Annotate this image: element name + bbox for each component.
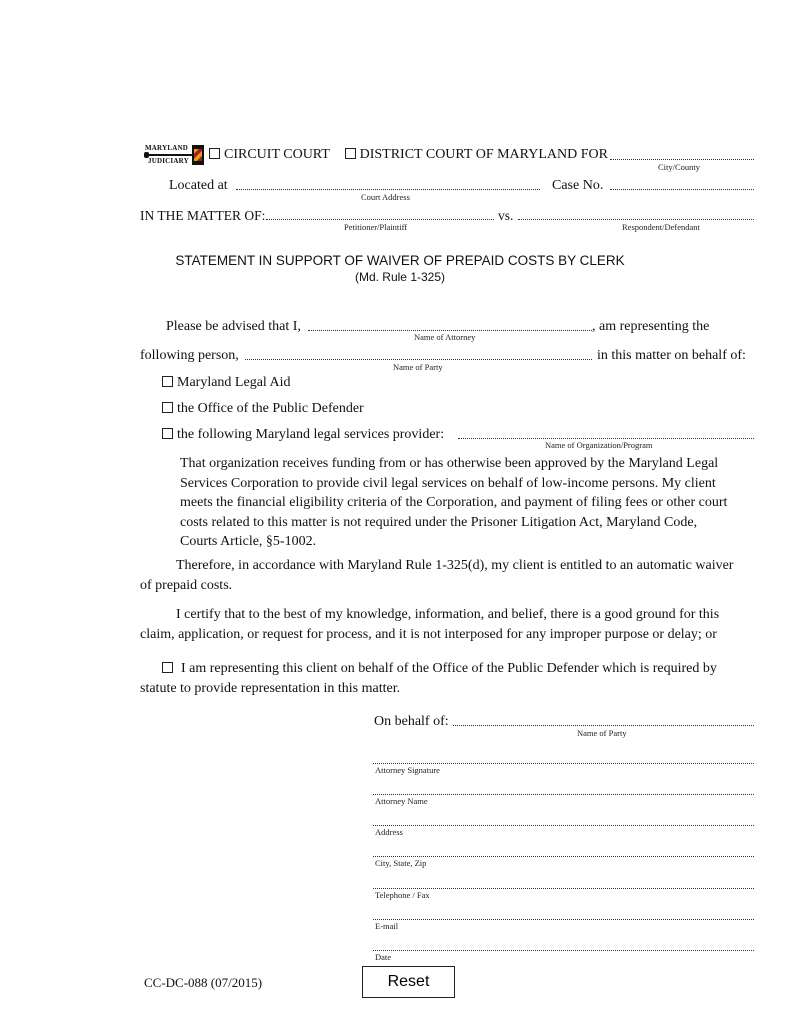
attorney-signature-caption: Attorney Signature bbox=[375, 765, 440, 775]
option-maryland-legal-aid[interactable] bbox=[162, 375, 291, 391]
form-rule-subtitle: (Md. Rule 1-325) bbox=[354, 270, 446, 284]
in-the-matter-label: IN THE MATTER OF: bbox=[140, 208, 266, 223]
city-state-zip-field[interactable] bbox=[373, 856, 754, 857]
email-field[interactable] bbox=[373, 919, 754, 920]
maryland-judiciary-logo bbox=[144, 144, 208, 166]
district-court-label: DISTRICT COURT OF MARYLAND FOR bbox=[359, 147, 608, 162]
party-name-field[interactable] bbox=[245, 359, 592, 360]
located-at-label: Located at bbox=[169, 178, 228, 193]
address-caption: Address bbox=[375, 827, 403, 837]
reset-button[interactable]: Reset bbox=[362, 966, 455, 998]
option-public-defender[interactable] bbox=[162, 401, 364, 417]
party-name-caption: Name of Party bbox=[393, 362, 443, 372]
paragraph-line: meets the financial eligibility criteria of the Corporation, and payment of filing fees or other court bbox=[180, 495, 728, 510]
on-behalf-of-label: On behalf of: bbox=[374, 714, 449, 729]
paragraph-line: That organization receives funding from or has otherwise been approved by the Maryland Legal bbox=[180, 456, 719, 471]
petitioner-field[interactable] bbox=[266, 219, 494, 220]
organization-paragraph bbox=[180, 454, 760, 552]
telephone-fax-field[interactable] bbox=[373, 888, 754, 889]
circuit-court-label: CIRCUIT COURT bbox=[224, 147, 330, 162]
form-title: STATEMENT IN SUPPORT OF WAIVER OF PREPAID COSTS BY CLERK bbox=[175, 253, 625, 268]
city-county-caption: City/County bbox=[658, 162, 701, 172]
attorney-name-caption: Name of Attorney bbox=[414, 332, 476, 342]
public-defender-checkbox[interactable] bbox=[162, 402, 173, 413]
organization-name-field[interactable] bbox=[458, 438, 754, 439]
certify-paragraph bbox=[140, 605, 770, 644]
maryland-legal-aid-label: Maryland Legal Aid bbox=[177, 375, 291, 390]
legal-services-provider-checkbox[interactable] bbox=[162, 428, 173, 439]
public-defender-statement bbox=[140, 659, 770, 698]
date-field[interactable] bbox=[373, 950, 754, 951]
address-field[interactable] bbox=[373, 825, 754, 826]
paragraph-line: of prepaid costs. bbox=[140, 577, 233, 593]
organization-name-caption: Name of Organization/Program bbox=[545, 440, 653, 450]
logo-text-judiciary: JUDICIARY bbox=[148, 157, 189, 165]
attorney-signature-field[interactable] bbox=[373, 763, 754, 764]
option-legal-services-provider[interactable] bbox=[162, 427, 444, 443]
city-county-field[interactable] bbox=[610, 159, 754, 160]
case-no-label: Case No. bbox=[552, 178, 604, 193]
city-state-zip-caption: City, State, Zip bbox=[375, 858, 427, 868]
circuit-court-checkbox[interactable] bbox=[209, 148, 220, 159]
vs-label: vs. bbox=[498, 208, 514, 223]
paragraph-line: I am representing this client on behalf of the Office of the Public Defender which is required by bbox=[181, 661, 717, 676]
attorney-name-sig-caption: Attorney Name bbox=[375, 796, 428, 806]
public-defender-label: the Office of the Public Defender bbox=[177, 401, 364, 416]
paragraph-line: costs related to this matter is not required under the Prisoner Litigation Act, Maryland Code, bbox=[180, 514, 698, 530]
date-caption: Date bbox=[375, 952, 392, 962]
case-number-field[interactable] bbox=[610, 189, 754, 190]
advised-prefix: Please be advised that I, bbox=[166, 319, 301, 334]
attorney-name-sig-field[interactable] bbox=[373, 794, 754, 795]
advised-suffix: , am representing the bbox=[592, 319, 710, 334]
district-court-checkbox[interactable] bbox=[345, 148, 356, 159]
on-behalf-party-caption: Name of Party bbox=[577, 728, 627, 738]
telephone-fax-caption: Telephone / Fax bbox=[375, 890, 430, 900]
gavel-handle-icon bbox=[144, 154, 192, 156]
court-selection-row bbox=[209, 147, 608, 163]
respondent-field[interactable] bbox=[518, 219, 754, 220]
paragraph-line: Therefore, in accordance with Maryland Rule 1-325(d), my client is entitled to an automatic waiver bbox=[176, 558, 734, 573]
court-address-caption: Court Address bbox=[361, 192, 410, 202]
following-prefix: following person, bbox=[140, 348, 239, 363]
maryland-legal-aid-checkbox[interactable] bbox=[162, 376, 173, 387]
paragraph-line: statute to provide representation in this matter. bbox=[140, 680, 401, 696]
paragraph-line: Services Corporation to provide civil legal services on behalf of low-income persons. My client bbox=[180, 475, 716, 491]
petitioner-caption: Petitioner/Plaintiff bbox=[344, 222, 408, 232]
form-id: CC-DC-088 (07/2015) bbox=[144, 975, 263, 990]
paragraph-line: claim, application, or request for process, and it is not interposed for any improper purpose or delay; or bbox=[140, 626, 717, 642]
therefore-paragraph bbox=[140, 556, 770, 595]
court-address-field[interactable] bbox=[236, 189, 540, 190]
respondent-caption: Respondent/Defendant bbox=[622, 222, 700, 232]
logo-text-maryland: MARYLAND bbox=[145, 144, 188, 152]
attorney-name-field[interactable] bbox=[308, 330, 592, 331]
gavel-head-flag-icon bbox=[192, 145, 204, 165]
on-behalf-party-field[interactable] bbox=[453, 725, 754, 726]
paragraph-line: I certify that to the best of my knowledge, information, and belief, there is a good ground for this bbox=[176, 607, 720, 622]
legal-services-provider-label: the following Maryland legal services provider: bbox=[177, 427, 445, 442]
following-suffix: in this matter on behalf of: bbox=[597, 348, 746, 363]
paragraph-line: Courts Article, §5-1002. bbox=[180, 534, 317, 549]
email-caption: E-mail bbox=[375, 921, 399, 931]
public-defender-statute-checkbox[interactable] bbox=[162, 662, 173, 673]
